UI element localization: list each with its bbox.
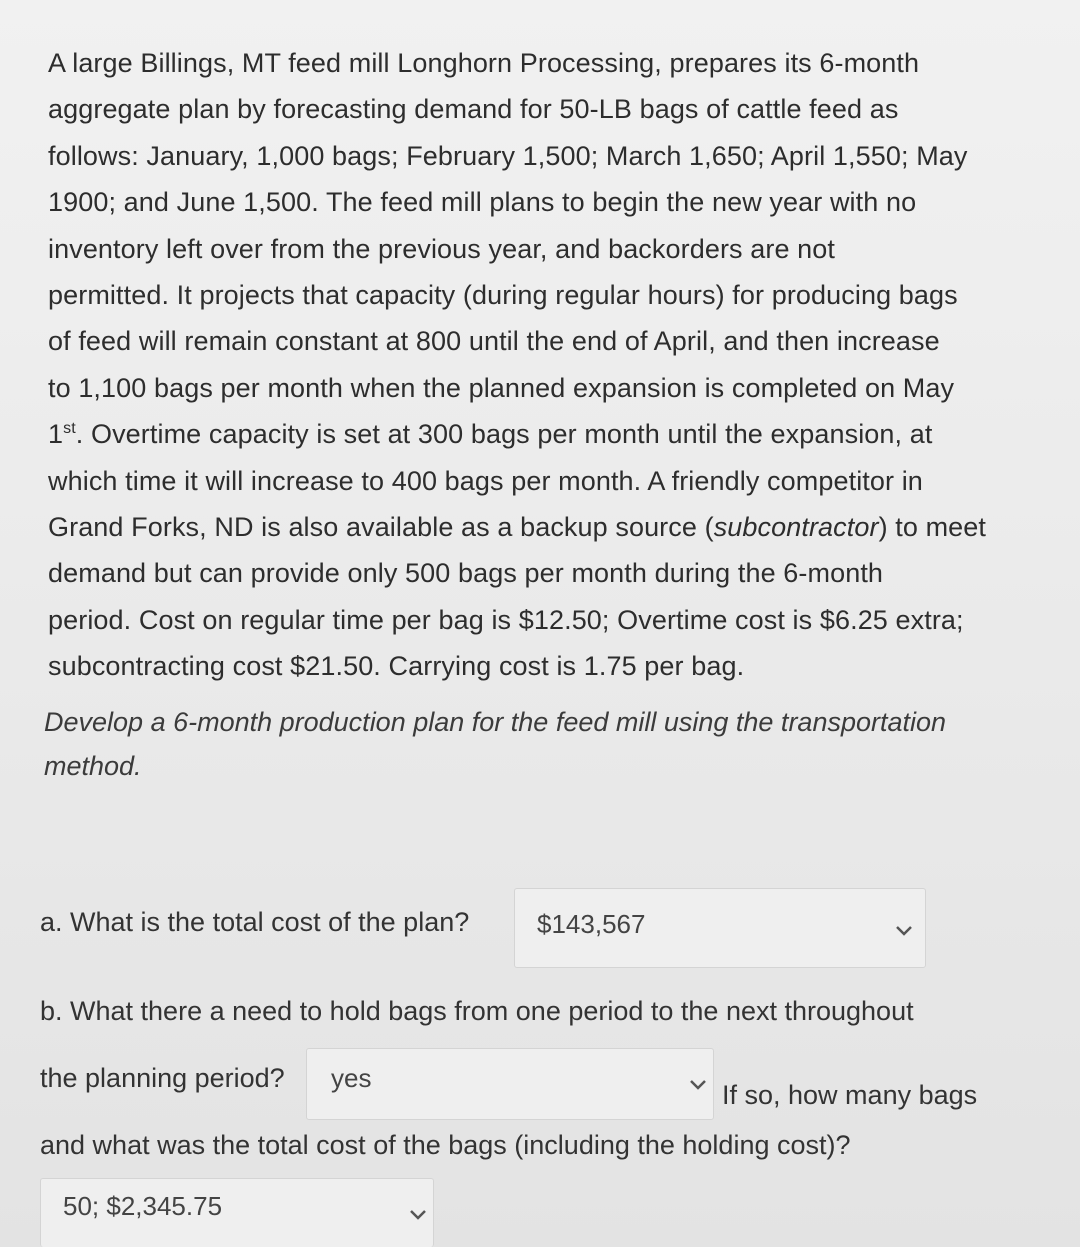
hold-bags-dropdown[interactable] [306, 1048, 714, 1120]
problem-statement [48, 40, 1068, 690]
question-b-label-cont: the planning period? [40, 1063, 285, 1093]
bags-cost-dropdown[interactable] [40, 1178, 434, 1247]
problem-line: A large Billings, MT feed mill Longhorn Processing, prepares its 6-month [48, 48, 920, 78]
problem-line: demand but can provide only 500 bags per month during the 6-month [48, 558, 884, 589]
total-cost-selected: $143,567 [537, 909, 646, 939]
hold-bags-selected: yes [331, 1063, 372, 1093]
problem-line: to 1,100 bags per month when the planned expansion is completed on May [48, 372, 955, 403]
problem-text: Grand Forks, ND is also available as a backup source ( [48, 512, 714, 543]
problem-line: which time it will increase to 400 bags per month. A friendly competitor in [48, 465, 923, 496]
problem-line: follows: January, 1,000 bags; February 1,500; March 1,650; April 1,550; May [48, 140, 968, 171]
question-b-label: b. What there a need to hold bags from one period to the next throughout [40, 996, 914, 1026]
problem-line: 1900; and June 1,500. The feed mill plans to begin the new year with no [48, 187, 917, 218]
chevron-down-icon [895, 925, 913, 937]
problem-line: aggregate plan by forecasting demand for 50-LB bags of cattle feed as [48, 94, 899, 125]
chevron-down-icon [689, 1079, 707, 1091]
chevron-down-icon [409, 1209, 427, 1221]
bags-cost-selected: 50; $2,345.75 [63, 1191, 223, 1221]
problem-line: permitted. It projects that capacity (during regular hours) for producing bags [48, 280, 958, 311]
instruction-line: method. [44, 751, 142, 781]
problem-line: of feed will remain constant at 800 until the end of April, and then increase [48, 326, 940, 357]
problem-text: ) to meet [878, 512, 987, 543]
subcontractor-term: subcontractor [713, 512, 879, 543]
question-a-label: a. What is the total cost of the plan? [40, 907, 470, 937]
problem-line [48, 411, 1068, 457]
instruction-text [44, 700, 1044, 788]
follow-up-question: If so, how many bags [722, 1080, 978, 1110]
problem-line [48, 504, 1068, 550]
problem-line: period. Cost on regular time per bag is $12.50; Overtime cost is $6.25 extra; [48, 604, 964, 635]
instruction-line: Develop a 6-month production plan for the feed mill using the transportation [44, 707, 947, 737]
problem-text: 1 [48, 419, 64, 450]
total-cost-dropdown[interactable] [514, 888, 926, 968]
problem-text: . Overtime capacity is set at 300 bags per month until the expansion, at [75, 419, 933, 450]
follow-up-question-cont: and what was the total cost of the bags (including the holding cost)? [40, 1130, 851, 1160]
superscript-st: st [63, 420, 76, 438]
problem-line: subcontracting cost $21.50. Carrying cost is 1.75 per bag. [48, 651, 745, 682]
problem-line: inventory left over from the previous year, and backorders are not [48, 233, 836, 264]
